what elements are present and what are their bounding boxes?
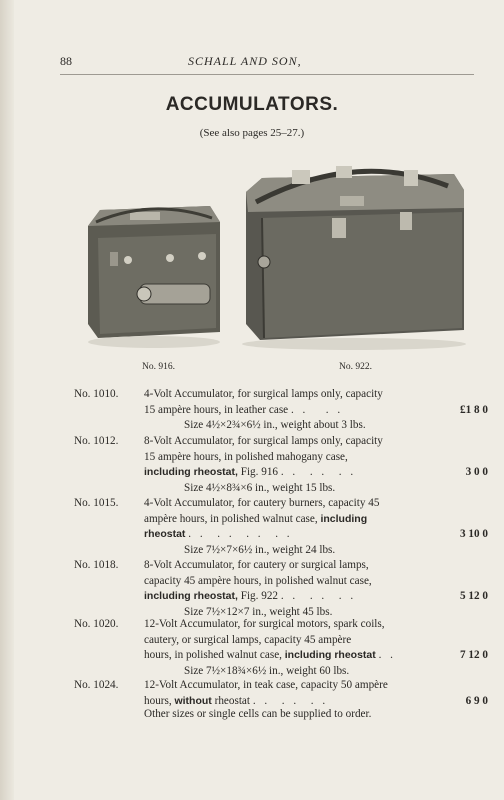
- item-description: 8-Volt Accumulator, for surgical lamps only, capacity 15 ampère hours, in polished mahogany case, including rheostat, Fig. 916 . . . . . . Size 4½×8¾×6 in., weight 15 lbs.: [144, 434, 429, 496]
- item-description: 8-Volt Accumulator, for cautery or surgical lamps, capacity 45 ampère hours, in polished walnut case, including rheostat, Fig. 922 . . . . . . Size 7½×12×7 in., weight 45 lbs.: [144, 558, 429, 620]
- description-line: rheostat: [214, 694, 251, 707]
- bold-text: including: [320, 512, 368, 525]
- description-line: capacity 45 ampère hours, in polished walnut case,: [144, 574, 372, 587]
- item-number: No. 1010.: [74, 388, 119, 400]
- item-price: 6 9 0: [465, 694, 488, 707]
- item-number: No. 1012.: [74, 435, 119, 447]
- figure-caption-922: No. 922.: [339, 362, 372, 372]
- item-number: No. 1015.: [74, 497, 119, 509]
- page-number: 88: [60, 54, 72, 68]
- item-description: 4-Volt Accumulator, for cautery burners, capacity 45 ampère hours, in polished walnut case, including rheostat . . . . . . . . Size 7½×7×6½ in., weight 24 lbs.: [144, 496, 429, 558]
- item-price: 3 0 0: [465, 466, 488, 478]
- figure-reference: Fig. 922: [240, 590, 279, 602]
- item-price: 3 10 0: [460, 528, 488, 540]
- description-line: 12-Volt Accumulator, in teak case, capacity 50 ampère: [144, 679, 388, 691]
- page-title: ACCUMULATORS.: [165, 94, 339, 115]
- description-line: 8-Volt Accumulator, for surgical lamps only, capacity: [144, 435, 383, 447]
- description-line: 4-Volt Accumulator, for cautery burners, capacity 45: [144, 497, 380, 509]
- item-description: 12-Volt Accumulator, for surgical motors, spark coils, cautery, or surgical lamps, capacity 45 ampère hours, in polished walnut case, including rheostat . . Size 7½×18¾×6½ in., weight 60 lbs.: [144, 617, 429, 679]
- size-line: Size 7½×7×6½ in., weight 24 lbs.: [184, 543, 336, 556]
- size-line: Size 4½×8¾×6 in., weight 15 lbs.: [184, 481, 336, 494]
- item-price: 7 12 0: [460, 649, 488, 661]
- size-line: Size 4½×2¾×6½ in., weight about 3 lbs.: [184, 419, 366, 431]
- item-number: No. 1020.: [74, 618, 119, 630]
- accumulator-922-illustration: [236, 152, 468, 352]
- item-number: No. 1018.: [74, 559, 119, 571]
- bold-text: without: [174, 694, 212, 707]
- page-header: [60, 52, 474, 75]
- figure-reference: Fig. 916: [240, 466, 279, 478]
- bold-text: including rheostat,: [144, 590, 238, 602]
- accumulator-916-illustration: [82, 192, 224, 352]
- bold-text: including rheostat: [284, 649, 376, 661]
- bold-text: including rheostat,: [144, 466, 238, 478]
- description-line: 12-Volt Accumulator, for surgical motors, spark coils,: [144, 618, 385, 630]
- description-line: hours,: [144, 694, 172, 707]
- running-head: SCHALL AND SON,: [188, 54, 302, 68]
- description-line: 8-Volt Accumulator, for cautery or surgical lamps,: [144, 559, 369, 571]
- description-line: 15 ampère hours, in polished mahogany case,: [144, 450, 348, 463]
- item-price: £1 8 0: [460, 403, 488, 416]
- closing-note: Other sizes or single cells can be supplied to order.: [144, 708, 372, 720]
- description-line: 4-Volt Accumulator, for surgical lamps only, capacity: [144, 388, 383, 400]
- size-line: Size 7½×12×7 in., weight 45 lbs.: [184, 605, 333, 618]
- figure-caption-916: No. 916.: [142, 362, 175, 372]
- description-line: cautery, or surgical lamps, capacity 45 ampère: [144, 633, 352, 646]
- item-description: 4-Volt Accumulator, for surgical lamps only, capacity 15 ampère hours, in leather case . . . . Size 4½×2¾×6½ in., weight about 3 lbs.: [144, 387, 429, 434]
- page-subtitle: (See also pages 25–27.): [199, 127, 305, 139]
- item-number: No. 1024.: [74, 679, 119, 691]
- description-line: 15 ampère hours, in leather case: [144, 403, 289, 416]
- book-spine-shadow: [0, 0, 14, 800]
- bold-text: rheostat: [144, 528, 186, 540]
- description-line: hours, in polished walnut case,: [144, 649, 282, 661]
- description-line: ampère hours, in polished walnut case,: [144, 512, 318, 525]
- size-line: Size 7½×18¾×6½ in., weight 60 lbs.: [184, 664, 350, 677]
- item-price: 5 12 0: [460, 590, 488, 602]
- item-description: 12-Volt Accumulator, in teak case, capacity 50 ampère hours, without rheostat . . . . . .: [144, 679, 388, 707]
